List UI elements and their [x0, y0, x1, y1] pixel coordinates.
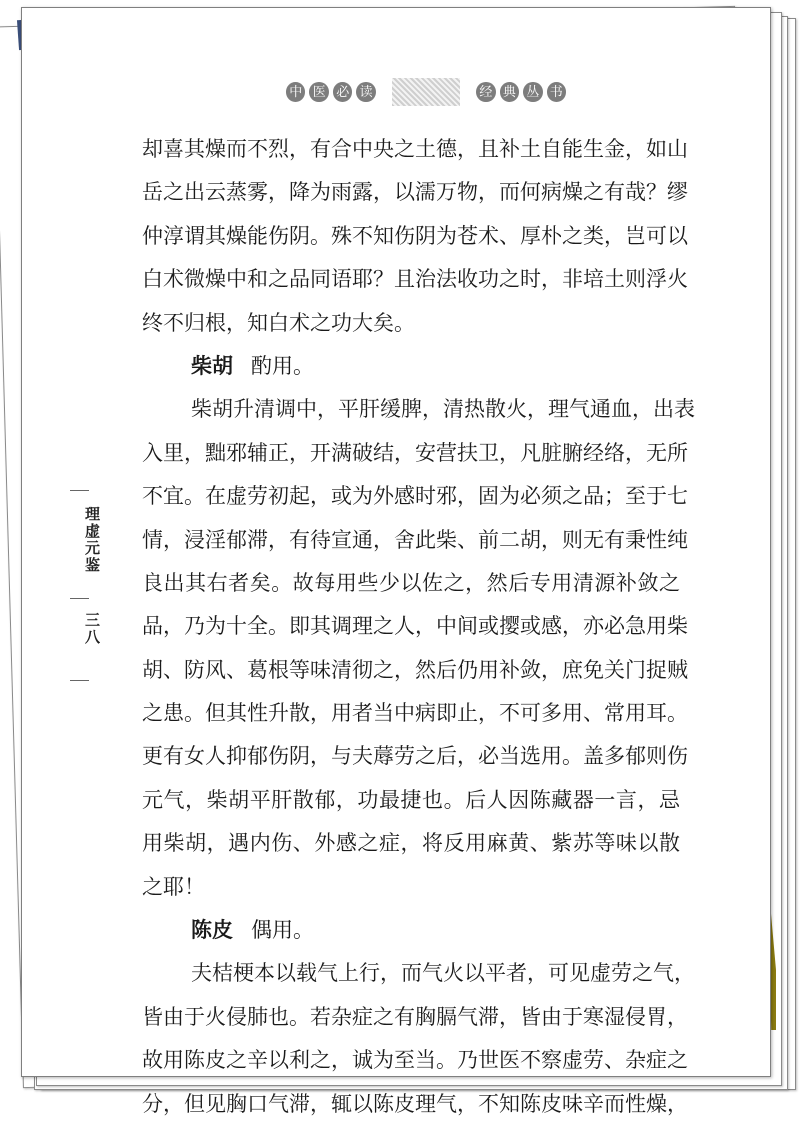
- herb-name: 陈皮: [191, 918, 233, 943]
- text-line: 岳之出云蒸雾，降为雨露，以濡万物，而何病燥之有哉？缪: [142, 180, 688, 205]
- text-line: 故用陈皮之辛以利之，诚为至当。乃世医不察虚劳、杂症之: [142, 1048, 688, 1073]
- text-line: 却喜其燥而不烈，有合中央之土德，且补土自能生金，如山: [142, 137, 688, 161]
- series-char: 中: [286, 82, 305, 102]
- series-char: 典: [500, 82, 519, 102]
- text-line: 分，但见胸口气滞，辄以陈皮理气，不知陈皮味辛而性燥，: [142, 1091, 688, 1116]
- herb-heading: [142, 909, 680, 952]
- series-char: 读: [356, 82, 375, 102]
- text-line: 更有女人抑郁伤阴，与夫蓐劳之后，必当选用。盖多郁则伤: [142, 744, 688, 769]
- divider: [70, 598, 89, 599]
- herb-name: 柴胡: [191, 353, 233, 378]
- text-line: 用柴胡，遇内伤、外感之症，将反用麻黄、紫苏等味以散: [142, 831, 680, 856]
- series-char: 书: [547, 82, 566, 102]
- body-text: [142, 128, 695, 1126]
- series-char: 医: [309, 82, 328, 102]
- text-line: 胡、防风、葛根等味清彻之，然后仍用补敛，庶免关门捉贼: [142, 657, 688, 682]
- text-line: 品，乃为十全。即其调理之人，中间或撄或感，亦必急用柴: [142, 614, 688, 639]
- herb-usage: 酌用。: [251, 353, 314, 378]
- text-line: 良出其右者矣。故每用些少以佐之，然后专用清源补敛之: [142, 570, 680, 595]
- series-char: 经: [476, 82, 495, 102]
- text-line: 终不归根，知白术之功大矣。: [142, 310, 415, 335]
- divider: [70, 680, 89, 681]
- text-line: 不宜。在虚劳初起，或为外感时邪，固为必须之品；至于七: [142, 484, 688, 509]
- book-page: [21, 7, 771, 1116]
- herb-heading: [142, 345, 680, 388]
- text-line: 白术微燥中和之品同语耶？且治法收功之时，非培土则浮火: [142, 267, 688, 292]
- series-char: 必: [333, 82, 352, 102]
- text-line: 皆由于火侵肺也。若杂症之有胸膈气滞，皆由于寒湿侵胃，: [142, 1004, 688, 1029]
- book-title: 理虚元鉴: [83, 506, 101, 574]
- text-line: 柴胡升清调中，平肝缓脾，清热散火，理气通血，出表: [191, 397, 695, 422]
- herb-usage: 偶用。: [251, 918, 314, 943]
- text-line: 仲淳谓其燥能伤阴。殊不知伤阴为苍术、厚朴之类，岂可以: [142, 223, 688, 248]
- series-logo-image: [392, 78, 460, 106]
- text-line: 之耶！: [142, 874, 205, 899]
- text-line: 之患。但其性升散，用者当中病即止，不可多用、常用耳。: [142, 701, 688, 726]
- text-line: 入里，黜邪辅正，开满破结，安营扶卫，凡脏腑经络，无所: [142, 440, 688, 465]
- page-number: 三八: [83, 612, 101, 646]
- text-line: 元气，柴胡平肝散郁，功最捷也。后人因陈藏器一言，忌: [142, 787, 680, 812]
- series-char: 丛: [523, 82, 542, 102]
- text-line: 夫桔梗本以载气上行，而气火以平者，可见虚劳之气，: [191, 961, 695, 986]
- series-header: [286, 72, 566, 112]
- divider: [70, 490, 89, 491]
- text-line: 情，浸淫郁滞，有待宣通，舍此柴、前二胡，则无有秉性纯: [142, 527, 688, 552]
